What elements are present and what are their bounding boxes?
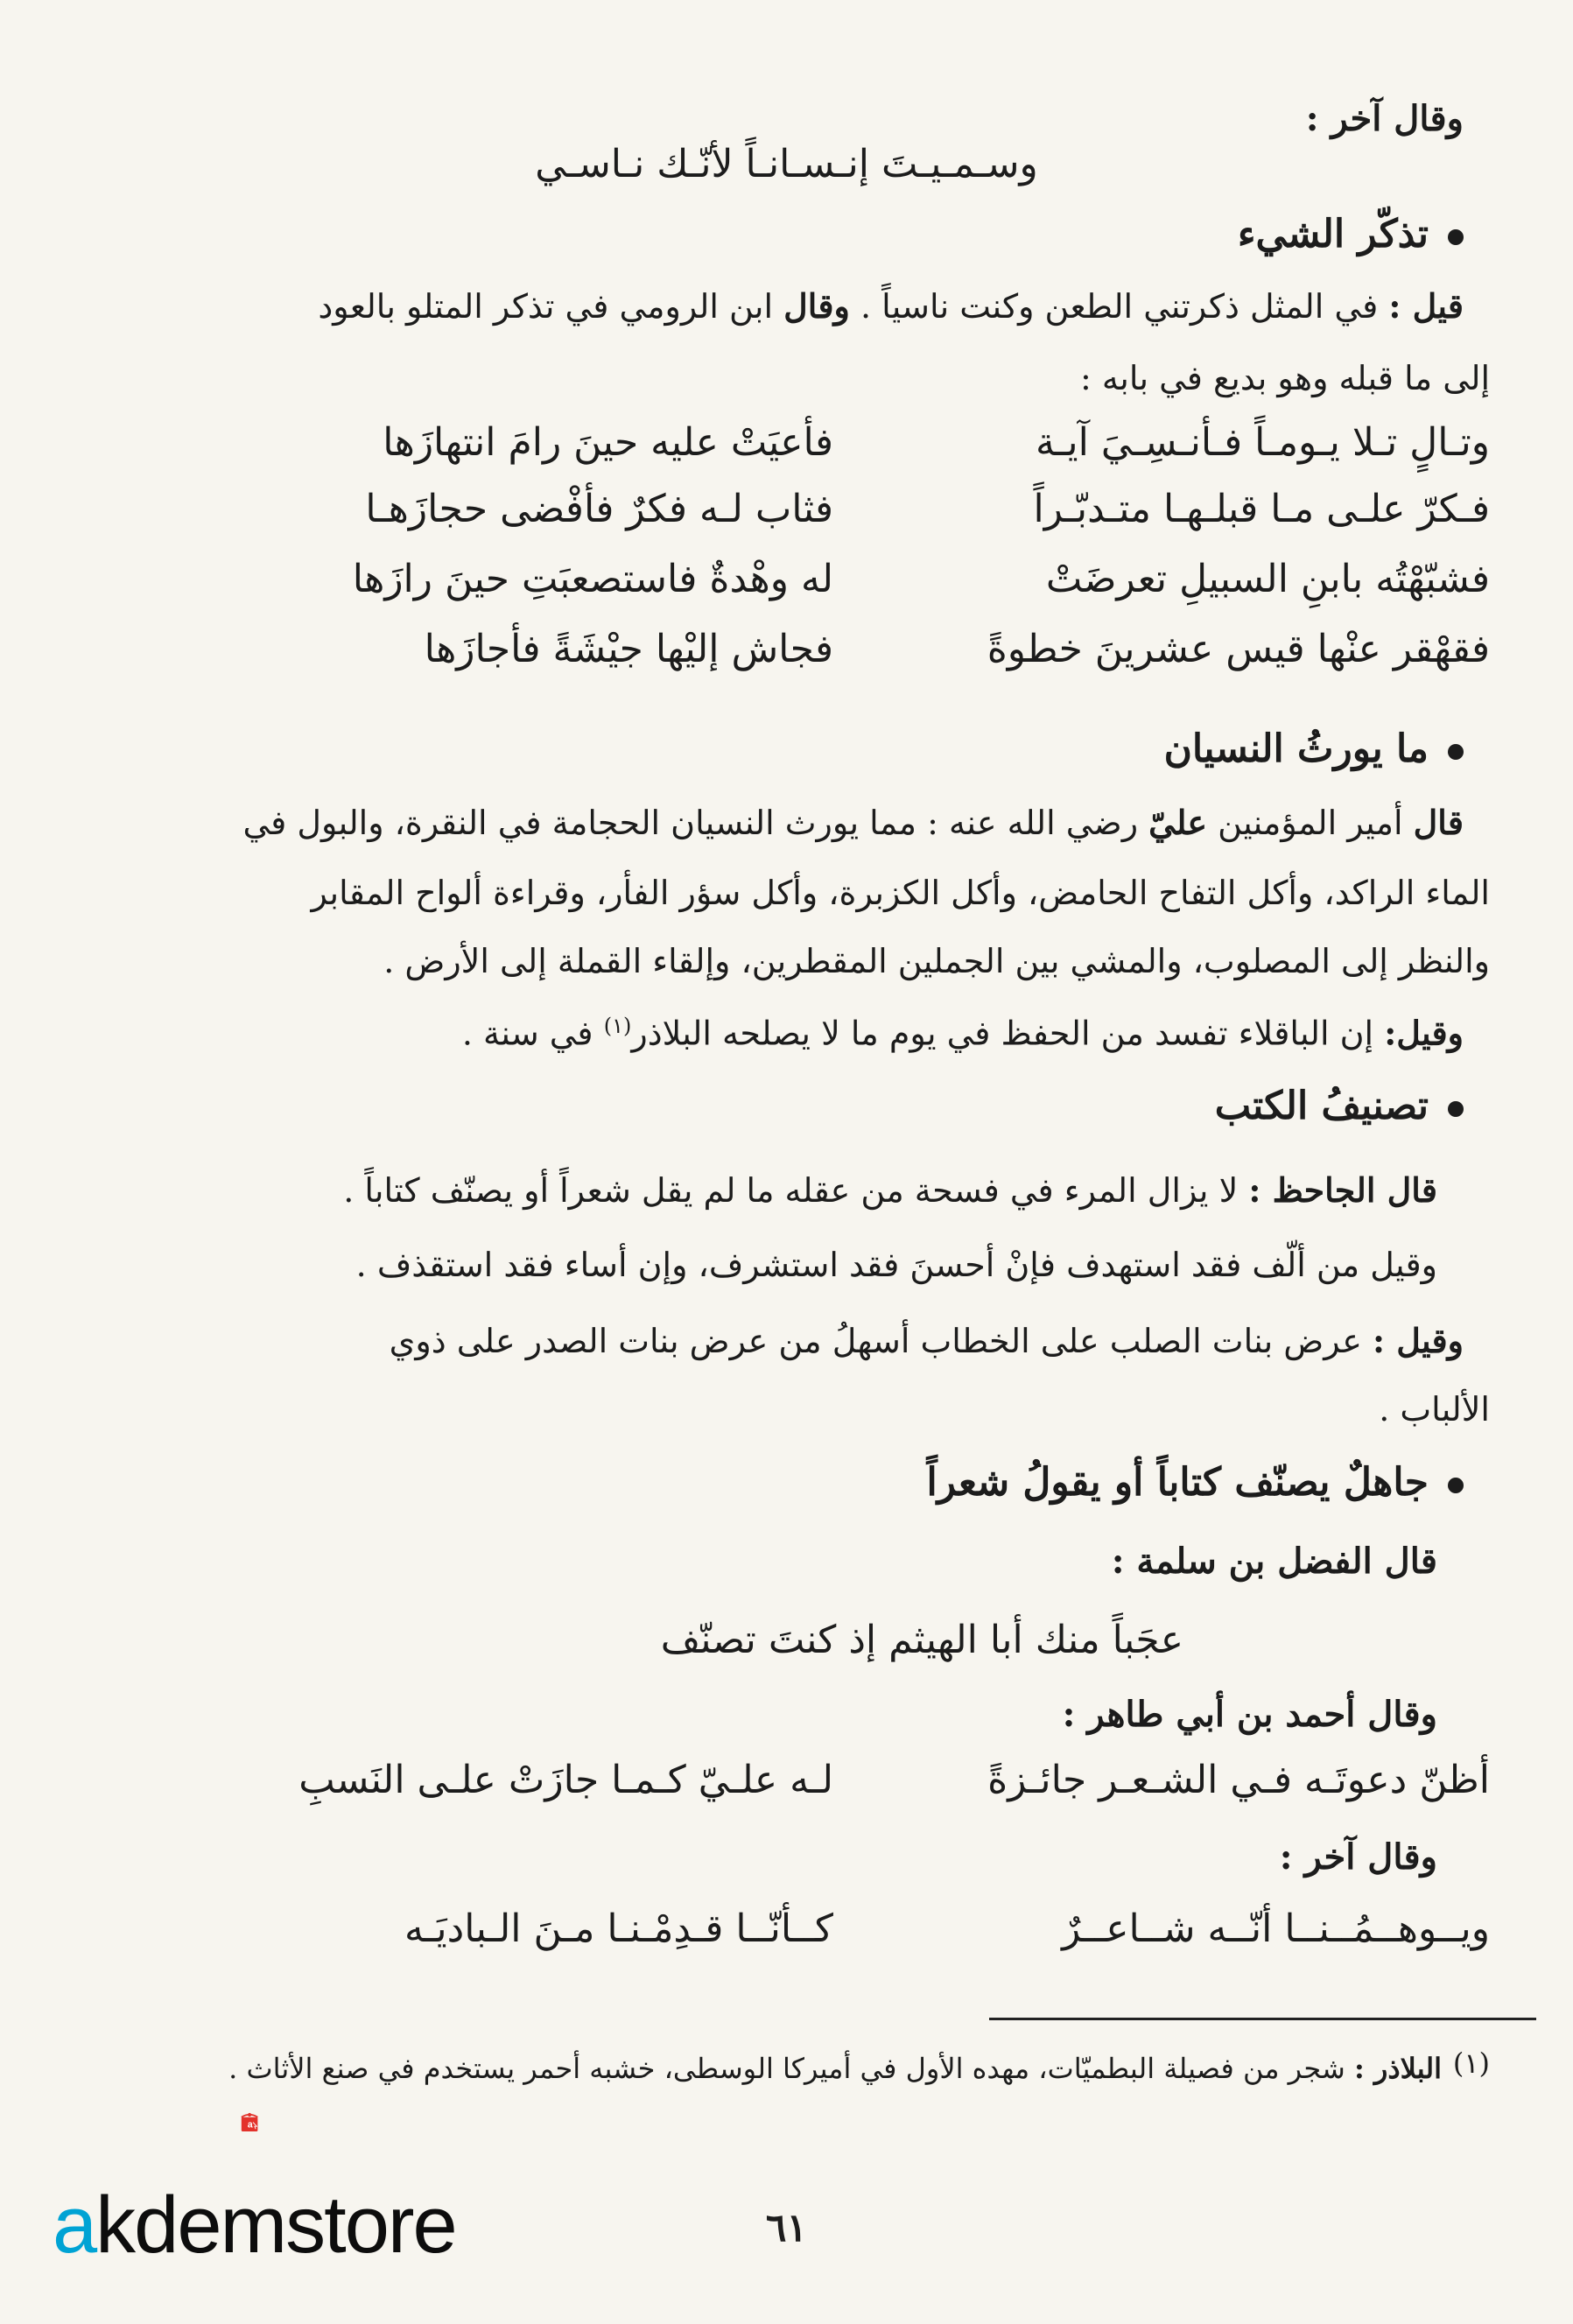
intro-ahmad: وقال أحمد بن أبي طاهر : xyxy=(1062,1694,1437,1735)
bullet-icon xyxy=(1448,744,1464,760)
poem-line-2-left: فثاب لـه فكرٌ فأفْضى حجازَهـا xyxy=(365,487,833,531)
poem-line-4-right: فقهْقر عنْها قيس عشرينَ خطوةً xyxy=(987,627,1490,671)
poem-line-4-left: فجاش إليْها جيْشَةً فأجازَها xyxy=(424,627,833,671)
bullet-icon xyxy=(1448,1478,1464,1493)
verse-other-right: ويــوهــمُــنــا أنّــه شــاعــرٌ xyxy=(1062,1906,1490,1951)
paragraph-forgetting-line2: الماء الراكد، وأكل التفاح الحامض، وأكل الكزبرة، وأكل سؤر الفأر، وقراءة ألواح المقابر xyxy=(311,874,1490,912)
section-heading-remembering: تذكّر الشيء xyxy=(1238,212,1464,256)
verse-ahmad-right: أظنّ دعوتَـه فـي الشـعـر جائـزةً xyxy=(987,1758,1490,1802)
paragraph-remembering: قيل : في المثل ذكرتني الطعن وكنت ناسياً . وقال ابن الرومي في تذكر المتلو بالعود xyxy=(318,286,1464,326)
paragraph-authoring-line4: الألباب . xyxy=(1379,1390,1490,1429)
top-verse: وسـمـيـتَ إنـسـانـاً لأنّـك نـاسـي xyxy=(535,142,1038,186)
bullet-icon xyxy=(1448,1101,1464,1117)
poem-line-3-left: له وهْدةٌ فاستصعبَتِ حينَ رازَها xyxy=(352,557,833,601)
store-logo-icon xyxy=(236,2079,350,2184)
page-number: ٦١ xyxy=(765,2206,808,2250)
verse-other-left: كــأنّــا قـدِمْـنـا مـنَ الـباديَـه xyxy=(404,1906,833,1951)
footnote-text: البلاذر : شجر من فصيلة البطميّات، مهده الأول في أميركا الوسطى، خشبه أحمر يستخدم في صنع الأثاث . xyxy=(228,2052,1442,2085)
intro-other: وقال آخر : xyxy=(1279,1836,1437,1878)
section-heading-authoring: تصنيفُ الكتب xyxy=(1215,1084,1464,1128)
verse-ahmad-left: لـه علـيّ كـمـا جازَتْ علـى النَسبِ xyxy=(298,1758,833,1802)
verse-fadl: عجَباً منك أبا الهيثم إذ كنتَ تصنّف xyxy=(660,1618,1183,1662)
paragraph-authoring-line3: وقيل : عرض بنات الصلب على الخطاب أسهلُ من عرض بنات الصدر على ذوي xyxy=(389,1321,1464,1360)
section-heading-forgetting: ما يورثُ النسيان xyxy=(1164,727,1464,771)
intro-fadl: قال الفضل بن سلمة : xyxy=(1111,1541,1437,1582)
paragraph-forgetting-line3: والنظر إلى المصلوب، والمشي بين الجملين المقطرين، وإلقاء القملة إلى الأرض . xyxy=(383,942,1490,980)
paragraph-forgetting: قال أمير المؤمنين عليّ رضي الله عنه : مما يورث النسيان الحجامة في النقرة، والبول في xyxy=(242,803,1464,842)
footnote-number: (١) xyxy=(1452,2047,1490,2080)
logo-icon-letter: a xyxy=(247,2119,253,2131)
poem-line-2-right: فـكرّ علـى مـا قبلـهـا متـدبّـراً xyxy=(1033,487,1490,531)
poem-line-1-left: فأعيَتْ عليه حينَ رامَ انتهازَها xyxy=(383,420,833,465)
paragraph-forgetting-line4: وقيل: إن الباقلاء تفسد من الحفظ في يوم ما لا يصلحه البلاذر$^{(١)}$ في سنة . xyxy=(461,1013,1464,1053)
store-logo-text: akdemstore xyxy=(53,2180,456,2270)
paragraph-authoring-line2: وقيل من ألّف فقد استهدف فإنْ أحسنَ فقد استشرف، وإن أساء فقد استقذف . xyxy=(355,1246,1437,1284)
footnote-reference[interactable]: (١) xyxy=(603,1014,632,1038)
poem-line-3-right: فشبّهْتُه بابنِ السبيلِ تعرضَتْ xyxy=(1045,557,1490,601)
section-heading-ignorant-author: جاهلٌ يصنّف كتاباً أو يقولُ شعراً xyxy=(926,1460,1464,1505)
bullet-icon xyxy=(1448,229,1464,245)
footnote-separator xyxy=(989,2018,1536,2020)
paragraph-remembering-line2: إلى ما قبله وهو بديع في بابه : xyxy=(1080,359,1490,397)
top-intro: وقال آخر : xyxy=(1305,98,1464,139)
poem-line-1-right: وتـالٍ تـلا يـومـاً فـأنـسِـيَ آيـة xyxy=(1035,420,1490,465)
paragraph-authoring-line1: قال الجاحظ : لا يزال المرء في فسحة من عقله ما لم يقل شعراً أو يصنّف كتاباً . xyxy=(343,1170,1437,1210)
book-cart-icon xyxy=(242,2113,258,2131)
